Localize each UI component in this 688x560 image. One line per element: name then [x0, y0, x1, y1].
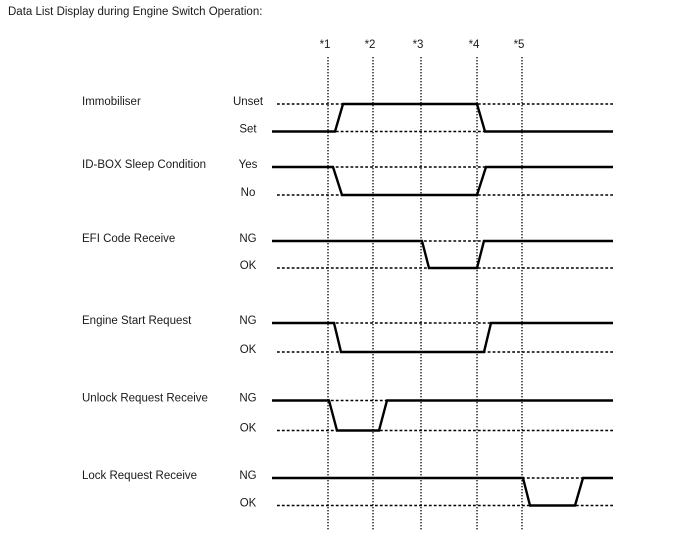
signal-name-id-box-sleep-condition: ID-BOX Sleep Condition	[82, 159, 207, 171]
signal-waveform-engine-start-request	[272, 323, 613, 352]
level-label-id-box-sleep-condition-yes: Yes	[238, 159, 258, 171]
marker-label-1: *1	[319, 39, 331, 51]
level-label-engine-start-request-ok: OK	[239, 344, 257, 356]
signal-waveform-unlock-request-receive	[272, 401, 613, 431]
level-label-unlock-request-receive-ok: OK	[239, 422, 257, 435]
signal-name-unlock-request-receive: Unlock Request Receive	[82, 392, 208, 405]
marker-label-4: *4	[468, 39, 480, 51]
level-label-immobiliser-unset: Unset	[232, 96, 264, 108]
page-title: Data List Display during Engine Switch Operation:	[8, 6, 263, 18]
signal-waveform-immobiliser	[272, 104, 613, 132]
marker-label-2: *2	[364, 39, 376, 51]
level-label-immobiliser-set: Set	[239, 123, 257, 136]
level-label-unlock-request-receive-ng: NG	[239, 392, 257, 405]
level-label-engine-start-request-ng: NG	[239, 315, 257, 327]
level-label-efi-code-receive-ng: NG	[239, 233, 257, 245]
level-label-lock-request-receive-ng: NG	[239, 470, 257, 482]
level-label-lock-request-receive-ok: OK	[239, 497, 257, 510]
signal-waveform-lock-request-receive	[272, 478, 613, 506]
signal-name-immobiliser: Immobiliser	[82, 96, 141, 108]
signal-name-engine-start-request: Engine Start Request	[82, 315, 192, 327]
signal-name-lock-request-receive: Lock Request Receive	[82, 470, 198, 482]
signal-name-efi-code-receive: EFI Code Receive	[82, 233, 176, 245]
marker-label-5: *5	[513, 39, 525, 51]
signal-waveform-id-box-sleep-condition	[272, 167, 613, 195]
signal-waveform-efi-code-receive	[272, 241, 613, 268]
marker-label-3: *3	[412, 39, 424, 51]
level-label-id-box-sleep-condition-no: No	[240, 187, 256, 199]
level-label-efi-code-receive-ok: OK	[239, 260, 257, 272]
